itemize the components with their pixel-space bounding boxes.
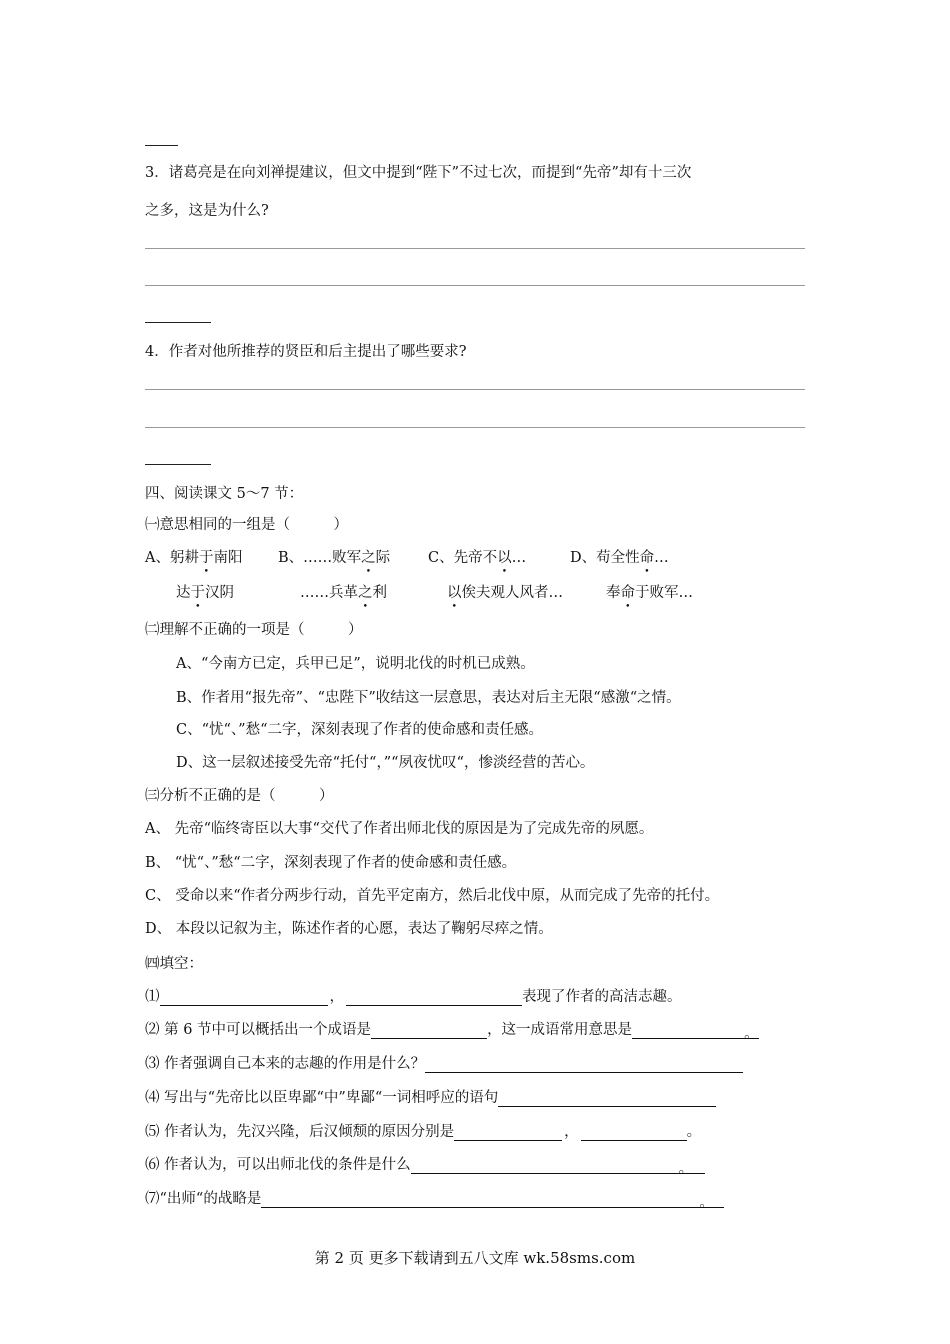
part2-option-b[interactable]: B、作者用“报先帝”、“忠陛下”收结这一层意思，表达对后主无限“感激“之情。 xyxy=(176,690,681,706)
q3-answer-line-2[interactable] xyxy=(145,285,805,286)
dotted-char: 命 xyxy=(639,550,655,566)
part3-option-a[interactable]: A、 先帝“临终寄臣以大事“交代了作者出师北伐的原因是为了完成先帝的夙愿。 xyxy=(145,821,654,837)
option-label: D、 xyxy=(570,550,597,566)
part1-option-b-line2: ……兵革之利 xyxy=(300,585,387,601)
part2-question: ㈡理解不正确的一项是（ ） xyxy=(145,622,363,638)
blank-input[interactable] xyxy=(498,1090,716,1107)
blank-input[interactable] xyxy=(411,1157,679,1174)
part1-option-b[interactable]: B、……败军之际 xyxy=(278,550,391,566)
part3-option-c[interactable]: C、 受命以来“作者分两步行动，首先平定南方，然后北伐中原，从而完成了先帝的托付。 xyxy=(145,888,720,904)
part2-option-c[interactable]: C、“忧“、”愁“二字，深刻表现了作者的使命感和责任感。 xyxy=(176,722,543,738)
q3-line1: 3．诸葛亮是在向刘禅提建议，但文中提到“陛下”不过七次，而提到“先帝”却有十三次 xyxy=(145,165,692,181)
dotted-char: 以 xyxy=(497,550,512,566)
dotted-char: 之 xyxy=(358,585,373,601)
dotted-char: 于 xyxy=(190,585,205,601)
dotted-char: 于 xyxy=(198,550,214,566)
part1-option-c[interactable]: C、先帝不以… xyxy=(428,550,527,566)
option-label: B、 xyxy=(278,550,304,566)
blank-end: 。 xyxy=(744,1022,759,1039)
part2-option-d[interactable]: D、这一层叙述接受先帝“托付“，”“夙夜忧叹“，惨淡经营的苦心。 xyxy=(176,755,595,771)
fill-item-5: ⑸ 作者认为，先汉兴隆，后汉倾颓的原因分别是 ， 。 xyxy=(145,1124,702,1140)
q4-answer-line-1[interactable] xyxy=(145,389,805,390)
fill-item-7: ⑺“出师“的战略是 。 xyxy=(145,1187,724,1208)
blank-input[interactable] xyxy=(454,1124,562,1141)
part3-option-b[interactable]: B、 “忧“、”愁“二字，深刻表现了作者的使命感和责任感。 xyxy=(145,855,517,871)
blank-input[interactable] xyxy=(261,1191,699,1208)
fill-item-1: ⑴ ， 表现了作者的高洁志趣。 xyxy=(145,989,682,1005)
q3-line2: 之多，这是为什么? xyxy=(145,203,269,219)
part1-option-d[interactable]: D、苟全性命… xyxy=(570,550,669,566)
section4-title: 四、阅读课文 5～7 节： xyxy=(145,486,304,502)
q4-text: 4．作者对他所推荐的贤臣和后主提出了哪些要求? xyxy=(145,344,467,360)
blank-input[interactable] xyxy=(425,1056,743,1073)
part1-question: ㈠意思相同的一组是（ ） xyxy=(145,517,348,533)
part1-option-c-line2: 以俟夫观人风者… xyxy=(447,585,563,601)
dotted-char: 以 xyxy=(447,585,462,601)
option-label: C、 xyxy=(428,550,454,566)
top-dash xyxy=(145,145,178,146)
blank-end: 。 xyxy=(699,1191,724,1208)
part4-title: ㈣填空： xyxy=(145,956,203,972)
option-label: A、 xyxy=(145,550,170,566)
q3-answer-line-1[interactable] xyxy=(145,248,805,249)
blank-input[interactable] xyxy=(346,989,522,1006)
blank-input[interactable] xyxy=(160,989,328,1006)
blank-end: 。 xyxy=(679,1157,706,1174)
fill-item-3: ⑶ 作者强调自己本来的志趣的作用是什么？ xyxy=(145,1052,743,1073)
part3-question: ㈢分析不正确的是（ ） xyxy=(145,788,334,804)
blank-input[interactable] xyxy=(581,1124,687,1141)
q3-answer-line-short[interactable] xyxy=(145,322,211,323)
part1-option-a[interactable]: A、躬耕于南阳 xyxy=(145,550,243,566)
part1-option-d-line2: 奉命于败军… xyxy=(606,585,693,601)
q4-answer-line-2[interactable] xyxy=(145,427,805,428)
fill-item-6: ⑹ 作者认为，可以出师北伐的条件是什么 。 xyxy=(145,1153,705,1174)
dotted-char: 之 xyxy=(361,550,376,566)
fill-item-4: ⑷ 写出与“先帝比以臣卑鄙“中”卑鄙“一词相呼应的语句 xyxy=(145,1086,716,1107)
q4-answer-line-short[interactable] xyxy=(145,464,211,465)
part2-option-a[interactable]: A、“今南方已定，兵甲已足”，说明北伐的时机已成熟。 xyxy=(176,656,535,672)
dotted-char: 命 xyxy=(620,585,635,601)
blank-input[interactable] xyxy=(632,1022,744,1039)
fill-item-2: ⑵ 第 6 节中可以概括出一个成语是 ，这一成语常用意思是 。 xyxy=(145,1022,759,1042)
part3-option-d[interactable]: D、 本段以记叙为主，陈述作者的心愿，表达了鞠躬尽瘁之情。 xyxy=(145,921,553,937)
page-footer: 第 2 页 更多下载请到五八文库 wk.58sms.com xyxy=(314,1249,636,1267)
blank-input[interactable] xyxy=(371,1022,487,1039)
part1-option-a-line2: 达于汉阴 xyxy=(176,585,234,601)
